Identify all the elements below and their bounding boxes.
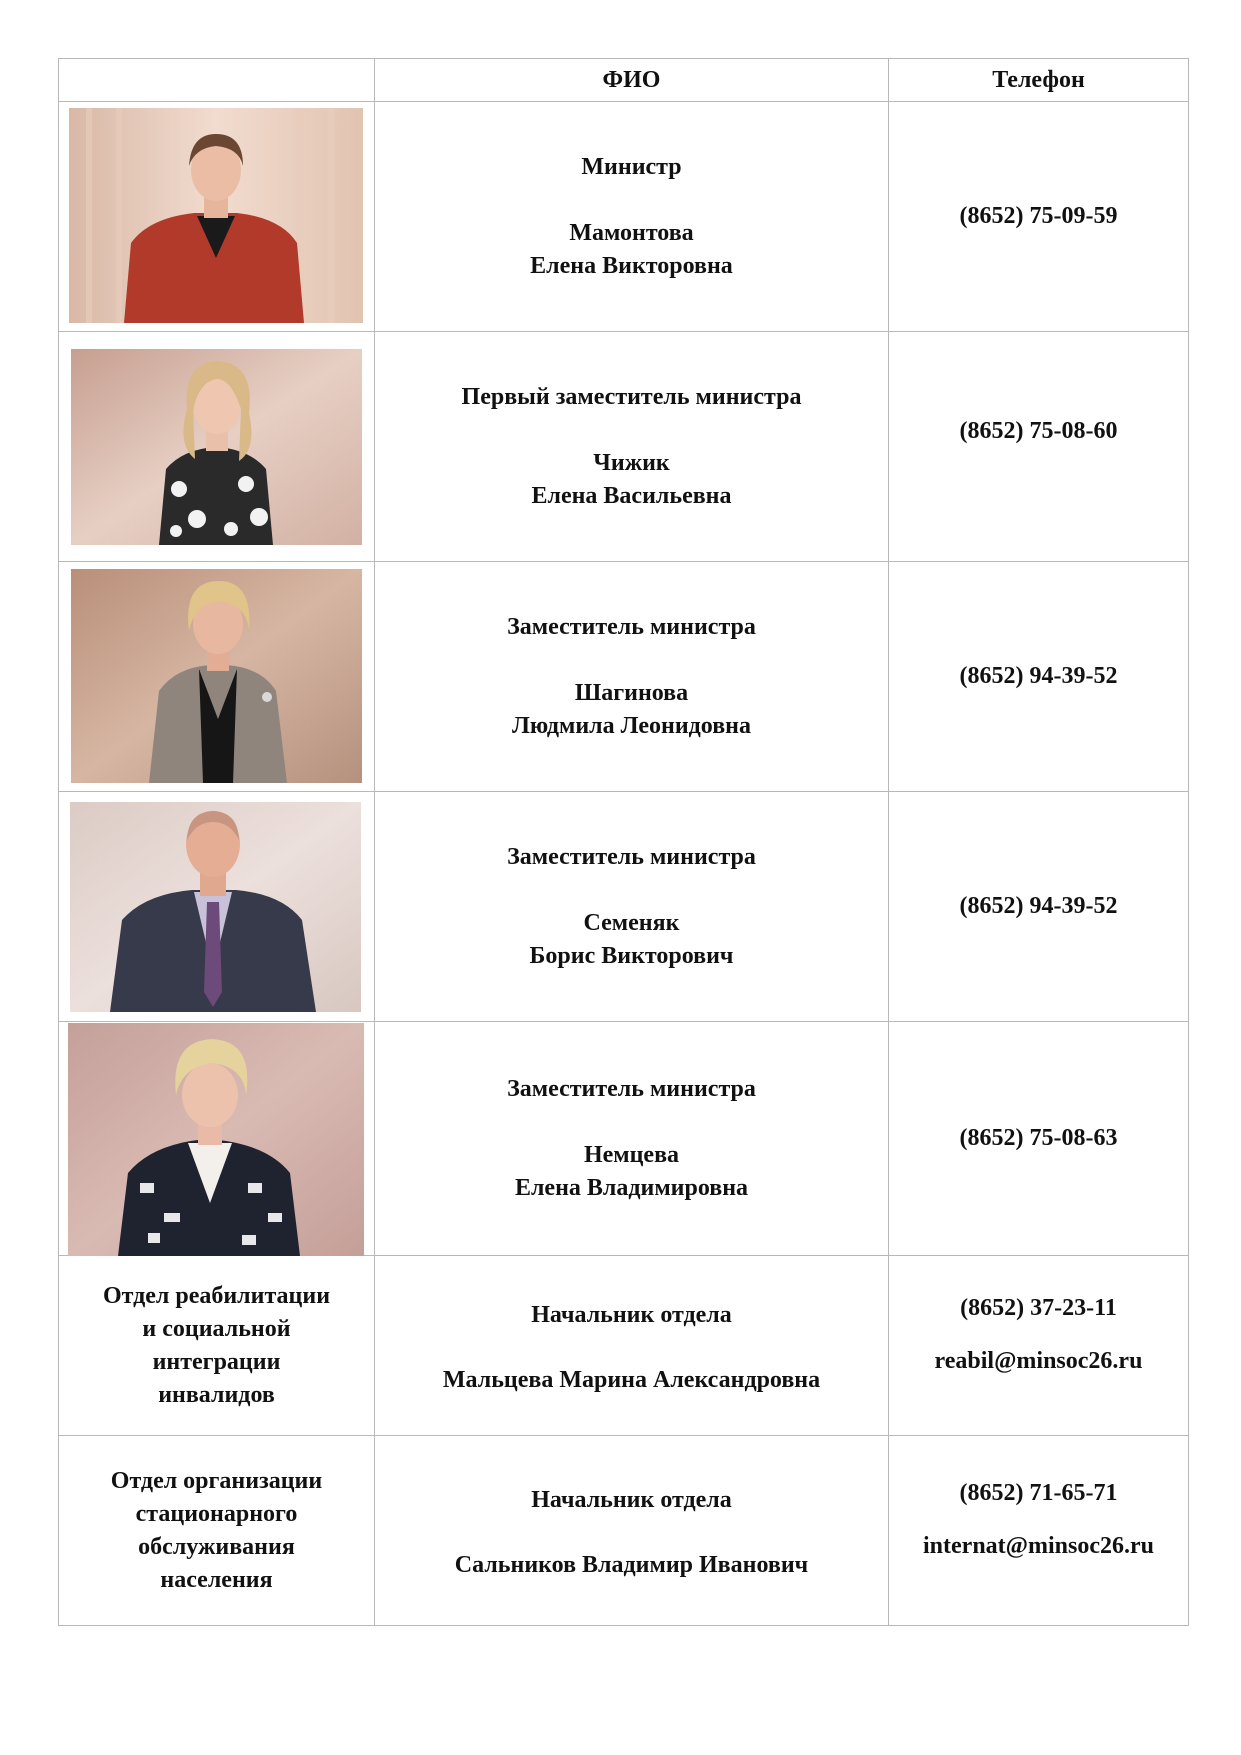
- contacts-table: [58, 58, 1189, 1626]
- portrait-photo: [70, 802, 361, 1012]
- position-title: Заместитель министра: [507, 613, 756, 640]
- table-row: [59, 1256, 1189, 1436]
- phone-number: (8652) 94-39-52: [959, 663, 1118, 689]
- email-address[interactable]: reabil@minsoc26.ru: [934, 1347, 1143, 1374]
- person-cell: [375, 332, 889, 562]
- phone-cell: [889, 792, 1189, 1022]
- contact-cell: [889, 1436, 1189, 1626]
- phone-cell: [889, 1022, 1189, 1256]
- table-row: [59, 562, 1189, 792]
- department-name-line: Отдел реабилитации: [102, 1282, 331, 1309]
- phone-number: (8652) 75-08-60: [959, 418, 1118, 444]
- portrait-photo: [71, 349, 362, 545]
- person-surname: Немцева: [583, 1141, 680, 1168]
- department-name-line: инвалидов: [158, 1381, 275, 1408]
- phone-cell: [889, 562, 1189, 792]
- table-row: [59, 792, 1189, 1022]
- photo-cell: [59, 102, 375, 332]
- header-photo: [59, 59, 375, 102]
- person-surname: Шагинова: [574, 679, 689, 706]
- phone-cell: [889, 332, 1189, 562]
- person-cell: [375, 1436, 889, 1626]
- portrait-photo: [69, 108, 363, 323]
- header-row: [59, 59, 1189, 102]
- portrait-photo: [71, 569, 362, 783]
- person-surname: Чижик: [593, 449, 670, 476]
- phone-number: (8652) 37-23-11: [960, 1294, 1117, 1321]
- position-title: Заместитель министра: [507, 1075, 756, 1102]
- department-name-line: и социальной: [142, 1315, 291, 1342]
- header-phone: Телефон: [889, 59, 1189, 102]
- person-cell: [375, 1256, 889, 1436]
- person-cell: [375, 102, 889, 332]
- person-cell: [375, 562, 889, 792]
- department-name-line: стационарного: [135, 1500, 298, 1527]
- phone-number: (8652) 71-65-71: [959, 1479, 1118, 1506]
- position-title: Министр: [581, 153, 682, 180]
- position-title: Заместитель министра: [507, 843, 756, 870]
- phone-number: (8652) 75-09-59: [959, 203, 1118, 229]
- person-given-names: Елена Владимировна: [514, 1174, 749, 1201]
- person-cell: [375, 1022, 889, 1256]
- person-given-names: Елена Викторовна: [530, 252, 733, 279]
- email-address[interactable]: internat@minsoc26.ru: [923, 1532, 1154, 1559]
- portrait-photo: [68, 1023, 364, 1256]
- department-name-line: интеграции: [152, 1348, 281, 1375]
- department-name-line: населения: [160, 1566, 273, 1593]
- department-cell: [59, 1256, 375, 1436]
- phone-cell: [889, 102, 1189, 332]
- photo-cell: [59, 562, 375, 792]
- phone-number: (8652) 75-08-63: [959, 1125, 1118, 1151]
- phone-number: (8652) 94-39-52: [959, 893, 1118, 919]
- photo-cell: [59, 332, 375, 562]
- photo-cell: [59, 792, 375, 1022]
- person-given-names: Борис Викторович: [529, 942, 734, 969]
- header-name: ФИО: [375, 59, 889, 102]
- person-surname: Семеняк: [583, 909, 680, 936]
- person-cell: [375, 792, 889, 1022]
- person-given-names: Елена Васильевна: [531, 482, 732, 509]
- department-cell: [59, 1436, 375, 1626]
- photo-cell: [59, 1022, 375, 1256]
- position-title: Начальник отдела: [531, 1301, 732, 1328]
- person-surname: Мамонтова: [569, 219, 694, 246]
- table-row: [59, 332, 1189, 562]
- department-name-line: Отдел организации: [110, 1467, 323, 1494]
- table-row: [59, 1436, 1189, 1626]
- department-head-name: Сальников Владимир Иванович: [454, 1551, 809, 1578]
- table-row: [59, 102, 1189, 332]
- person-given-names: Людмила Леонидовна: [512, 712, 751, 739]
- department-head-name: Мальцева Марина Александровна: [442, 1366, 821, 1393]
- department-name-line: обслуживания: [138, 1533, 295, 1560]
- table-row: [59, 1022, 1189, 1256]
- position-title: Первый заместитель министра: [461, 383, 802, 410]
- position-title: Начальник отдела: [531, 1486, 732, 1513]
- contact-cell: [889, 1256, 1189, 1436]
